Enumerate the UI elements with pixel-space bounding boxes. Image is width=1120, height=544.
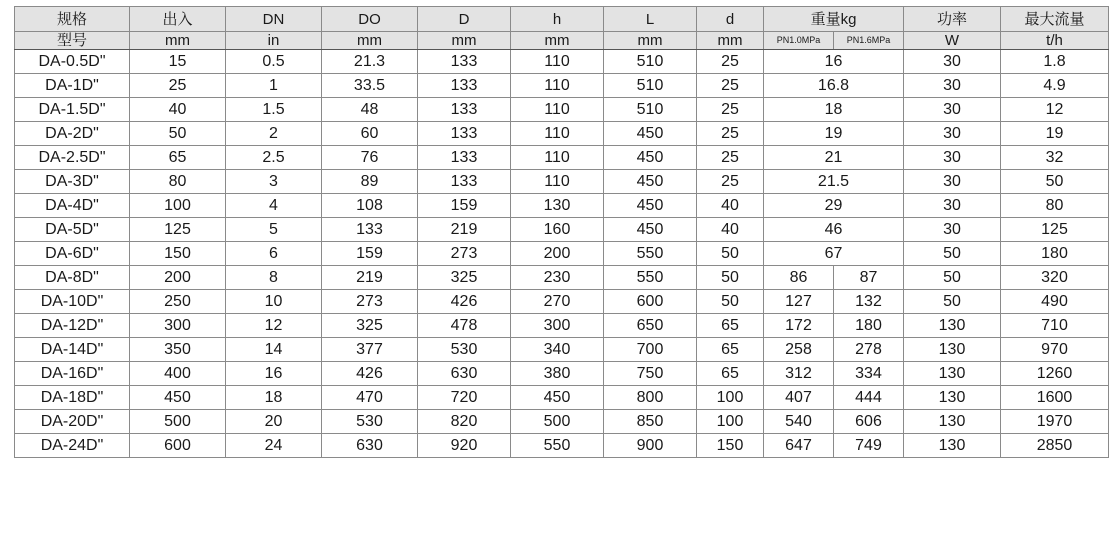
table-cell: 150 [130, 242, 226, 266]
table-cell: 219 [418, 218, 511, 242]
table-cell: 540 [764, 410, 834, 434]
table-cell: DA-2D" [15, 122, 130, 146]
table-cell: 130 [904, 434, 1001, 458]
spec-table [14, 6, 1109, 458]
table-cell: 1.5 [226, 98, 322, 122]
table-cell: 850 [604, 410, 697, 434]
table-cell: 478 [418, 314, 511, 338]
table-cell: 400 [130, 362, 226, 386]
table-cell: 130 [904, 314, 1001, 338]
weight-pn16: PN1.6MPa [834, 32, 904, 50]
table-cell: 550 [511, 434, 604, 458]
table-cell: 133 [418, 146, 511, 170]
table-cell: 720 [418, 386, 511, 410]
table-cell: 86 [764, 266, 834, 290]
col-name: d [697, 7, 764, 32]
table-cell: 24 [226, 434, 322, 458]
col-name: DN [226, 7, 322, 32]
table-cell: 1600 [1001, 386, 1109, 410]
table-cell: 130 [904, 362, 1001, 386]
table-cell: 606 [834, 410, 904, 434]
col-name: D [418, 7, 511, 32]
table-cell: 300 [511, 314, 604, 338]
table-cell: 380 [511, 362, 604, 386]
table-cell: 710 [1001, 314, 1109, 338]
table-cell: DA-0.5D" [15, 50, 130, 74]
table-row [15, 434, 1109, 458]
table-cell: 67 [764, 242, 904, 266]
table-cell: 2.5 [226, 146, 322, 170]
table-row [15, 386, 1109, 410]
table-cell: 750 [604, 362, 697, 386]
table-cell: 29 [764, 194, 904, 218]
table-cell: 426 [418, 290, 511, 314]
col-unit: in [226, 32, 322, 50]
table-cell: 630 [418, 362, 511, 386]
table-cell: 1 [226, 74, 322, 98]
table-cell: 25 [697, 74, 764, 98]
table-cell: 600 [130, 434, 226, 458]
table-cell: DA-1D" [15, 74, 130, 98]
table-cell: 16 [764, 50, 904, 74]
table-cell: 133 [418, 170, 511, 194]
table-cell: 30 [904, 194, 1001, 218]
table-cell: 340 [511, 338, 604, 362]
table-cell: 100 [697, 386, 764, 410]
table-cell: 300 [130, 314, 226, 338]
col-unit: mm [322, 32, 418, 50]
col-unit: mm [130, 32, 226, 50]
table-cell: 16 [226, 362, 322, 386]
table-cell: 40 [130, 98, 226, 122]
table-cell: 200 [511, 242, 604, 266]
table-cell: 65 [697, 362, 764, 386]
table-cell: 230 [511, 266, 604, 290]
table-cell: 325 [418, 266, 511, 290]
table-cell: 100 [697, 410, 764, 434]
table-cell: 50 [1001, 170, 1109, 194]
table-cell: 110 [511, 50, 604, 74]
table-cell: 110 [511, 146, 604, 170]
table-cell: 20 [226, 410, 322, 434]
table-cell: 530 [322, 410, 418, 434]
table-cell: 33.5 [322, 74, 418, 98]
col-name: h [511, 7, 604, 32]
table-cell: 50 [904, 242, 1001, 266]
table-cell: 110 [511, 122, 604, 146]
table-row [15, 146, 1109, 170]
table-cell: 450 [604, 146, 697, 170]
table-cell: 1.8 [1001, 50, 1109, 74]
table-cell: 125 [130, 218, 226, 242]
table-cell: 172 [764, 314, 834, 338]
table-cell: 490 [1001, 290, 1109, 314]
table-cell: 130 [904, 410, 1001, 434]
table-cell: 18 [226, 386, 322, 410]
table-cell: DA-24D" [15, 434, 130, 458]
table-cell: 80 [1001, 194, 1109, 218]
table-cell: 1970 [1001, 410, 1109, 434]
spec-table-container [14, 6, 1108, 458]
table-cell: 510 [604, 50, 697, 74]
table-cell: 100 [130, 194, 226, 218]
table-cell: 46 [764, 218, 904, 242]
table-cell: 48 [322, 98, 418, 122]
table-cell: 12 [226, 314, 322, 338]
table-row [15, 98, 1109, 122]
table-cell: 4.9 [1001, 74, 1109, 98]
table-cell: 65 [130, 146, 226, 170]
table-cell: 450 [604, 194, 697, 218]
weight-label: 重量kg [764, 7, 904, 32]
table-cell: 377 [322, 338, 418, 362]
table-cell: 14 [226, 338, 322, 362]
table-cell: 30 [904, 146, 1001, 170]
table-cell: 65 [697, 314, 764, 338]
table-cell: 65 [697, 338, 764, 362]
table-cell: 125 [1001, 218, 1109, 242]
table-cell: 108 [322, 194, 418, 218]
table-cell: 510 [604, 98, 697, 122]
table-cell: 600 [604, 290, 697, 314]
table-cell: 450 [130, 386, 226, 410]
table-cell: 334 [834, 362, 904, 386]
table-cell: 133 [418, 50, 511, 74]
col-unit: mm [511, 32, 604, 50]
table-cell: 749 [834, 434, 904, 458]
table-cell: 25 [697, 146, 764, 170]
table-cell: 50 [697, 266, 764, 290]
table-cell: 647 [764, 434, 834, 458]
table-row [15, 338, 1109, 362]
table-cell: 312 [764, 362, 834, 386]
table-row [15, 362, 1109, 386]
table-cell: 444 [834, 386, 904, 410]
table-cell: 25 [697, 170, 764, 194]
table-cell: 470 [322, 386, 418, 410]
table-cell: 21.5 [764, 170, 904, 194]
table-cell: 32 [1001, 146, 1109, 170]
flow-unit: t/h [1001, 32, 1109, 50]
col-unit: mm [418, 32, 511, 50]
table-cell: 25 [697, 98, 764, 122]
table-row [15, 122, 1109, 146]
table-cell: 450 [511, 386, 604, 410]
table-cell: 820 [418, 410, 511, 434]
table-cell: 2850 [1001, 434, 1109, 458]
table-cell: 110 [511, 74, 604, 98]
table-cell: 19 [1001, 122, 1109, 146]
table-cell: 900 [604, 434, 697, 458]
table-cell: 30 [904, 170, 1001, 194]
table-cell: DA-5D" [15, 218, 130, 242]
table-cell: 133 [418, 122, 511, 146]
spec-label: 规格 [15, 7, 130, 32]
table-cell: DA-12D" [15, 314, 130, 338]
table-row [15, 194, 1109, 218]
table-cell: 426 [322, 362, 418, 386]
table-cell: DA-20D" [15, 410, 130, 434]
table-cell: 350 [130, 338, 226, 362]
table-cell: 25 [697, 122, 764, 146]
table-cell: 133 [418, 74, 511, 98]
table-cell: 10 [226, 290, 322, 314]
table-cell: 800 [604, 386, 697, 410]
table-row [15, 242, 1109, 266]
table-cell: 258 [764, 338, 834, 362]
table-cell: 15 [130, 50, 226, 74]
table-cell: 510 [604, 74, 697, 98]
table-cell: 180 [834, 314, 904, 338]
table-cell: 200 [130, 266, 226, 290]
table-cell: 80 [130, 170, 226, 194]
table-cell: DA-8D" [15, 266, 130, 290]
table-cell: 25 [697, 50, 764, 74]
table-cell: 219 [322, 266, 418, 290]
table-cell: 30 [904, 50, 1001, 74]
table-cell: DA-6D" [15, 242, 130, 266]
table-cell: 50 [130, 122, 226, 146]
table-cell: 180 [1001, 242, 1109, 266]
table-cell: 320 [1001, 266, 1109, 290]
table-cell: DA-2.5D" [15, 146, 130, 170]
table-cell: 130 [511, 194, 604, 218]
col-unit: mm [697, 32, 764, 50]
col-name: L [604, 7, 697, 32]
table-cell: 16.8 [764, 74, 904, 98]
table-cell: 270 [511, 290, 604, 314]
table-cell: 150 [697, 434, 764, 458]
col-name: DO [322, 7, 418, 32]
table-cell: 250 [130, 290, 226, 314]
table-cell: 4 [226, 194, 322, 218]
table-cell: 89 [322, 170, 418, 194]
col-unit: mm [604, 32, 697, 50]
table-cell: 970 [1001, 338, 1109, 362]
table-cell: 8 [226, 266, 322, 290]
table-cell: 130 [904, 338, 1001, 362]
weight-pn10: PN1.0MPa [764, 32, 834, 50]
table-row [15, 266, 1109, 290]
table-cell: 500 [511, 410, 604, 434]
table-cell: 0.5 [226, 50, 322, 74]
table-cell: DA-14D" [15, 338, 130, 362]
table-cell: 325 [322, 314, 418, 338]
table-cell: 550 [604, 242, 697, 266]
table-cell: 21 [764, 146, 904, 170]
table-cell: 50 [697, 242, 764, 266]
table-cell: 30 [904, 74, 1001, 98]
table-row [15, 74, 1109, 98]
table-row [15, 314, 1109, 338]
table-cell: 273 [418, 242, 511, 266]
table-cell: 159 [418, 194, 511, 218]
table-cell: 700 [604, 338, 697, 362]
table-cell: 18 [764, 98, 904, 122]
table-cell: DA-3D" [15, 170, 130, 194]
table-row [15, 170, 1109, 194]
table-cell: DA-16D" [15, 362, 130, 386]
table-cell: 50 [904, 290, 1001, 314]
table-cell: 530 [418, 338, 511, 362]
table-cell: 6 [226, 242, 322, 266]
table-cell: 550 [604, 266, 697, 290]
table-cell: 630 [322, 434, 418, 458]
table-cell: 500 [130, 410, 226, 434]
header-row-names [15, 7, 1109, 32]
table-cell: 19 [764, 122, 904, 146]
table-cell: 273 [322, 290, 418, 314]
table-cell: 30 [904, 122, 1001, 146]
table-cell: 2 [226, 122, 322, 146]
table-row [15, 290, 1109, 314]
table-cell: 407 [764, 386, 834, 410]
table-cell: 40 [697, 218, 764, 242]
table-cell: 450 [604, 170, 697, 194]
table-cell: 30 [904, 218, 1001, 242]
table-cell: 50 [904, 266, 1001, 290]
table-row [15, 218, 1109, 242]
table-cell: 920 [418, 434, 511, 458]
power-unit: W [904, 32, 1001, 50]
table-cell: 160 [511, 218, 604, 242]
model-label: 型号 [15, 32, 130, 50]
table-cell: 650 [604, 314, 697, 338]
table-cell: 133 [322, 218, 418, 242]
table-cell: 50 [697, 290, 764, 314]
table-cell: 76 [322, 146, 418, 170]
table-cell: DA-10D" [15, 290, 130, 314]
col-name: 出入 [130, 7, 226, 32]
table-cell: 25 [130, 74, 226, 98]
table-cell: DA-18D" [15, 386, 130, 410]
table-body [15, 50, 1109, 458]
table-cell: 133 [418, 98, 511, 122]
table-cell: 159 [322, 242, 418, 266]
flow-label: 最大流量 [1001, 7, 1109, 32]
power-label: 功率 [904, 7, 1001, 32]
table-cell: 278 [834, 338, 904, 362]
table-cell: 21.3 [322, 50, 418, 74]
table-cell: DA-1.5D" [15, 98, 130, 122]
table-cell: 110 [511, 170, 604, 194]
table-cell: 87 [834, 266, 904, 290]
table-cell: 110 [511, 98, 604, 122]
table-cell: 12 [1001, 98, 1109, 122]
table-row [15, 410, 1109, 434]
table-cell: 132 [834, 290, 904, 314]
table-cell: 127 [764, 290, 834, 314]
table-cell: 30 [904, 98, 1001, 122]
table-cell: 130 [904, 386, 1001, 410]
table-cell: 3 [226, 170, 322, 194]
table-cell: 450 [604, 218, 697, 242]
table-cell: 450 [604, 122, 697, 146]
table-cell: 40 [697, 194, 764, 218]
table-cell: 60 [322, 122, 418, 146]
table-cell: DA-4D" [15, 194, 130, 218]
header-row-units [15, 32, 1109, 50]
table-cell: 5 [226, 218, 322, 242]
table-row [15, 50, 1109, 74]
table-cell: 1260 [1001, 362, 1109, 386]
